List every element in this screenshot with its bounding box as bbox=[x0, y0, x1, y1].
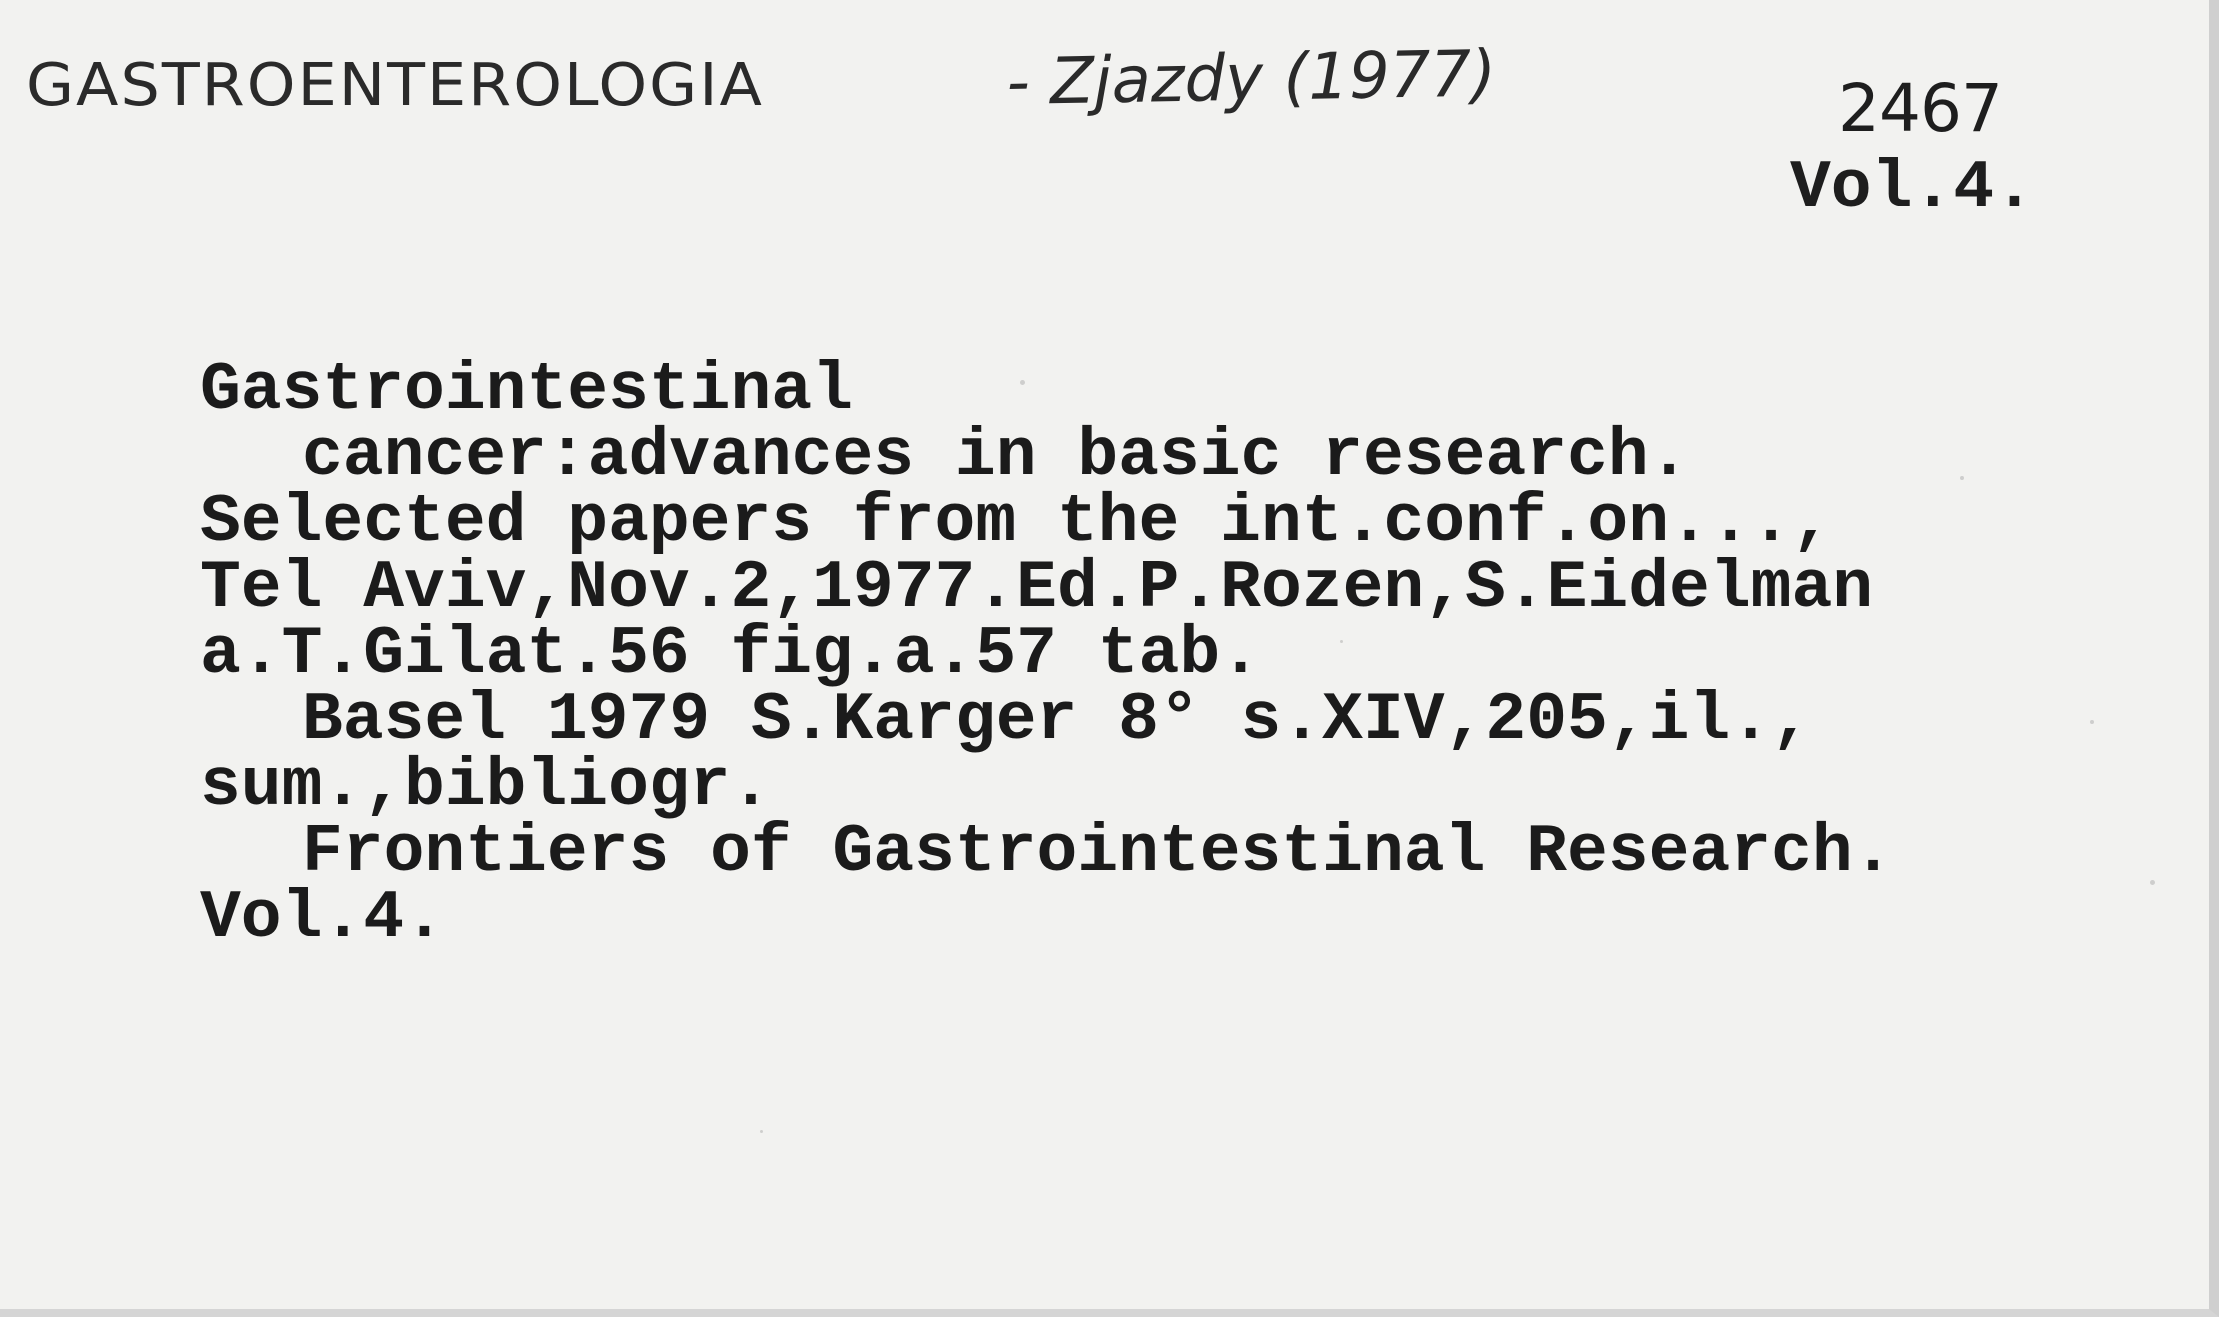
call-number-volume: Vol.4. bbox=[1790, 150, 2035, 227]
form-subheading: - Zjazdy (1977) bbox=[1006, 37, 1497, 120]
title-line: Gastrointestinal bbox=[200, 352, 853, 429]
paper-speck bbox=[1340, 640, 1343, 643]
description-line: a.T.Gilat.56 fig.a.57 tab. bbox=[200, 616, 1261, 693]
bibliographic-entry bbox=[200, 352, 2190, 957]
paper-speck bbox=[760, 1130, 763, 1133]
paper-speck bbox=[2150, 880, 2155, 885]
description-line: Selected papers from the int.conf.on..., bbox=[200, 484, 1833, 561]
call-number: 2467 bbox=[1838, 70, 2002, 147]
description-line: Tel Aviv,Nov.2,1977.Ed.P.Rozen,S.Eidelman bbox=[200, 550, 1874, 627]
paper-speck bbox=[2090, 720, 2094, 724]
title-line: cancer:advances in basic research. bbox=[302, 418, 1690, 495]
series-line: Frontiers of Gastrointestinal Research. bbox=[302, 814, 1894, 891]
series-line: Vol.4. bbox=[200, 880, 445, 957]
paper-speck bbox=[1020, 380, 1025, 385]
subject-heading: GASTROENTEROLOGIA bbox=[26, 50, 764, 120]
imprint-line: Basel 1979 S.Karger 8° s.XIV,205,il., bbox=[302, 682, 1812, 759]
paper-speck bbox=[1960, 476, 1964, 480]
imprint-line: sum.,bibliogr. bbox=[200, 748, 772, 825]
